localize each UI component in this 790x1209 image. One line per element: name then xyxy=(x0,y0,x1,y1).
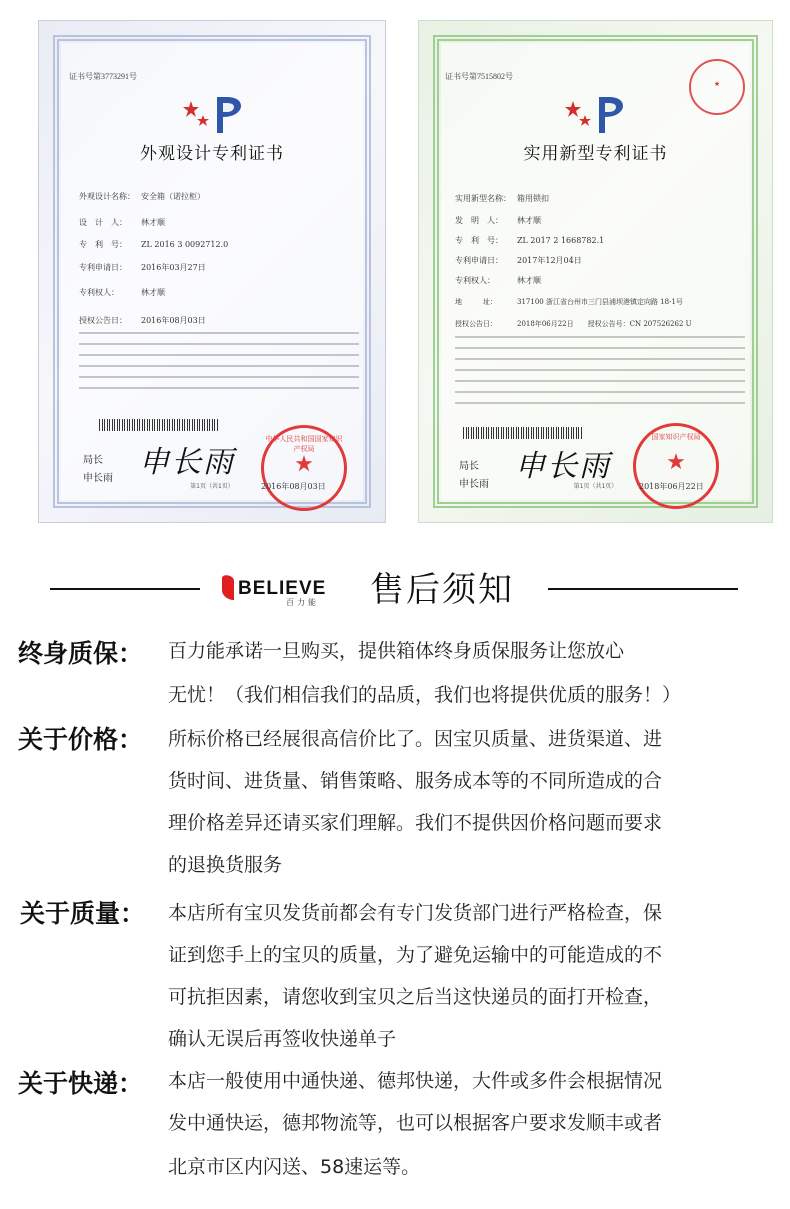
notice-line: 理价格差异还请买家们理解。我们不提供因价格问题而要求 xyxy=(168,812,663,834)
certificate-field: 专利申请日： 2017年12月04日 xyxy=(455,256,582,265)
certificate-field: 实用新型名称： 箱用锁扣 xyxy=(455,194,549,203)
certificate-field: 专利权人： 林才顺 xyxy=(79,288,165,297)
barcode xyxy=(463,427,583,439)
divider-line-left xyxy=(50,588,200,590)
notice-line: 证到您手上的宝贝的质量，为了避免运输中的可能造成的不 xyxy=(168,944,663,966)
handwritten-signature: 申长雨 xyxy=(515,449,611,484)
section-divider xyxy=(0,556,790,610)
signer-name: 申长雨 xyxy=(459,479,489,490)
certificate-body-text xyxy=(79,329,359,395)
svg-text:百力能: 百力能 xyxy=(286,598,319,607)
notice-line: 可抗拒因素，请您收到宝贝之后当这快递员的面打开检查， xyxy=(168,986,663,1008)
divider-line-right xyxy=(548,588,738,590)
certificate-page-number: 第1页（共1页） xyxy=(190,483,234,490)
certificate-field: 专 利 号： ZL 2016 3 0092712.0 xyxy=(79,240,229,249)
notice-line: 百力能承诺一旦购买，提供箱体终身质保服务让您放心 xyxy=(168,640,625,662)
certificate-body-text xyxy=(455,333,745,405)
certificate-title: 外观设计专利证书 xyxy=(140,144,284,164)
notice-line: 本店一般使用中通快递、德邦快递，大件或多件会根据情况 xyxy=(168,1070,663,1092)
notice-line: 北京市区内闪送、58速运等。 xyxy=(168,1156,421,1178)
signer-role: 局长 xyxy=(459,461,479,472)
notice-label: 关于快递： xyxy=(18,1069,144,1098)
barcode xyxy=(99,419,219,431)
certificate-field: 专利权人： 林才顺 xyxy=(455,276,541,285)
notice-line: 的退换货服务 xyxy=(168,854,283,876)
signer-name: 申长雨 xyxy=(83,473,113,484)
notice-line: 无忧！（我们相信我们的品质，我们也将提供优质的服务！） xyxy=(168,684,682,706)
notice-line: 确认无误后再签收快递单子 xyxy=(168,1028,397,1050)
signer-role: 局长 xyxy=(83,455,103,466)
certificate-serial: 证书号第7515802号 xyxy=(445,72,513,81)
official-seal: 国家知识产权局 ★ xyxy=(633,423,719,509)
svg-text:BELIEVE: BELIEVE xyxy=(238,578,327,599)
certificate-field: 发 明 人： 林才顺 xyxy=(455,216,541,225)
section-title: 售后须知 xyxy=(370,570,514,610)
notice-line: 发中通快运，德邦物流等，也可以根据客户要求发顺丰或者 xyxy=(168,1112,663,1134)
certificate-field: 授权公告日： 2016年08月03日 xyxy=(79,316,206,325)
notice-label: 终身质保： xyxy=(18,639,144,668)
certificate-field: 外观设计名称： 安全箱（诺拉柜） xyxy=(79,192,205,201)
certificate-title: 实用新型专利证书 xyxy=(523,144,668,164)
notice-line: 所标价格已经展很高信价比了。因宝贝质量、进货渠道、进 xyxy=(168,728,663,750)
certificate-field: 专利申请日： 2016年03月27日 xyxy=(79,263,206,272)
design-patent-certificate xyxy=(38,20,386,523)
official-seal: 中华人民共和国国家知识产权局 ★ xyxy=(261,425,347,511)
notice-line: 本店所有宝贝发货前都会有专门发货部门进行严格检查，保 xyxy=(168,902,663,924)
notice-label: 关于质量： xyxy=(20,899,146,928)
notice-label: 关于价格： xyxy=(18,725,144,754)
certificate-field: 设 计 人： 林才顺 xyxy=(79,218,165,227)
stamp-date: 2018年06月22日 xyxy=(639,482,704,491)
certificate-page-number: 第1页（共1页） xyxy=(573,483,618,490)
utility-model-patent-certificate xyxy=(418,20,773,523)
certificate-field: 授权公告日： 2018年06月22日 授权公告号：CN 207526262 U xyxy=(455,320,692,328)
notice-line: 货时间、进货量、销售策略、服务成本等的不同所造成的合 xyxy=(168,770,663,792)
brand-logo xyxy=(218,570,356,608)
patent-office-emblem-icon xyxy=(181,93,245,137)
stamp-date: 2016年08月03日 xyxy=(261,482,326,491)
handwritten-signature: 申长雨 xyxy=(139,445,235,480)
certificate-field: 地 址： 317100 浙江省台州市三门县浦坝港镇定向路 18-1号 xyxy=(455,298,683,306)
certificate-serial: 证书号第3773291号 xyxy=(69,72,137,81)
patent-office-emblem-icon xyxy=(563,93,627,137)
agency-seal: ★ xyxy=(689,59,745,115)
certificate-field: 专 利 号： ZL 2017 2 1668782.1 xyxy=(455,236,605,245)
